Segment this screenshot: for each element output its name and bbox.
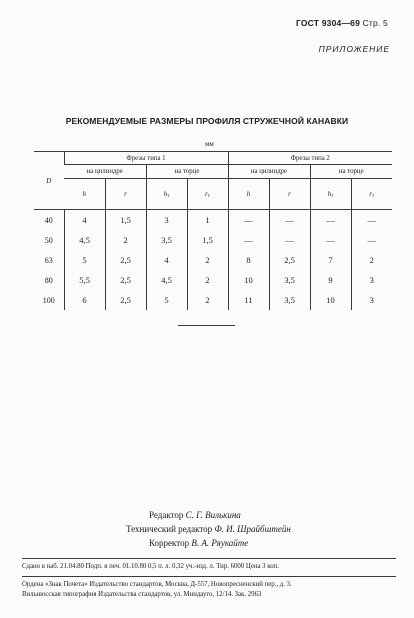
credit-proofreader [0, 536, 414, 550]
diameter-header: D [34, 152, 64, 210]
param-subscript: т [207, 193, 210, 199]
credit-role: Редактор [149, 510, 184, 520]
table-cell: 2 [187, 270, 228, 290]
section-divider [178, 325, 235, 326]
table-cell: — [269, 230, 310, 250]
table-cell: 7 [310, 250, 351, 270]
table-cell: 4 [64, 210, 105, 231]
credit-editor [0, 508, 414, 522]
table-cell: — [269, 210, 310, 231]
table-cell: 4,5 [64, 230, 105, 250]
credits-block [0, 508, 414, 550]
param-symbol: r [369, 189, 373, 198]
table-cell: 8 [228, 250, 269, 270]
table-cell: 10 [228, 270, 269, 290]
credit-person: С. Г. Вилькина [185, 510, 241, 520]
table-cell: 5 [146, 290, 187, 310]
table-row [34, 210, 392, 231]
page-number: Стр. 5 [362, 18, 388, 28]
standard-number: ГОСТ 9304—69 [295, 18, 361, 28]
param-header [351, 179, 392, 210]
table-cell: 1,5 [187, 230, 228, 250]
param-header [64, 179, 105, 210]
diameter-cell: 40 [44, 215, 53, 225]
table-cell: 5,5 [64, 270, 105, 290]
credit-person: В. А. Ряукайте [191, 538, 249, 548]
param-symbol: r [288, 190, 291, 198]
appendix-title: ПРИЛОЖЕНИЕ [318, 44, 390, 54]
table-row [34, 270, 392, 290]
table-cell: 4 [146, 250, 187, 270]
param-symbol: h [246, 190, 251, 198]
table-title: РЕКОМЕНДУЕМЫЕ РАЗМЕРЫ ПРОФИЛЯ СТРУЖЕЧНОЙ КАНАВКИ [65, 116, 349, 126]
table-cell: 2 [105, 230, 146, 250]
table-cell: 10 [310, 290, 351, 310]
param-header [105, 179, 146, 210]
credit-tech-editor [0, 522, 414, 536]
table-row [34, 230, 392, 250]
param-symbol: r [124, 190, 127, 198]
subgroup-face-type1: на торце [146, 165, 228, 179]
subgroup-cylinder-type2: на цилиндре [228, 165, 310, 179]
param-subscript: т [372, 193, 375, 199]
subgroup-face-type2: на торце [310, 165, 392, 179]
imprint-print-details: Сдано в наб. 21.04.80 Подп. в печ. 01.10.80 0,5 п. л. 0,32 уч.-изд. л. Тир. 6000 Цена 3 коп. [22, 562, 396, 577]
table-cell: — [228, 230, 269, 250]
imprint-publisher: Ордена «Знак Почета» Издательство стандартов, Москва, Д-557, Новопресненский пер., д. 3. [22, 581, 292, 588]
table-cell: 4,5 [146, 270, 187, 290]
table-row [34, 290, 392, 310]
table-cell: 3 [146, 210, 187, 231]
page-header [296, 18, 388, 28]
table-cell: 2,5 [105, 270, 146, 290]
table-cell: 3 [351, 270, 392, 290]
table-cell: 2,5 [269, 250, 310, 270]
group-header-type1: Фрезы типа 1 [64, 152, 228, 165]
diameter-cell: 50 [44, 235, 53, 245]
table-cell: 1,5 [105, 210, 146, 231]
table-cell: 2,5 [105, 250, 146, 270]
table-cell: — [310, 230, 351, 250]
imprint-printer: Вильнюсская типография Издательства стандартов, ул. Миндауго, 12/14. Зак. 2963 [22, 591, 262, 598]
diameter-cell: 63 [44, 255, 53, 265]
table-cell: 11 [228, 290, 269, 310]
table-cell: 1 [187, 210, 228, 231]
credit-person: Ф. И. Шрайбштейн [214, 524, 291, 534]
table-cell: 3,5 [146, 230, 187, 250]
table-cell: 3,5 [269, 290, 310, 310]
table-cell: 2,5 [105, 290, 146, 310]
credit-role: Технический редактор [126, 524, 213, 534]
table-cell: — [228, 210, 269, 231]
table-cell: — [351, 210, 392, 231]
credit-role: Корректор [149, 538, 190, 548]
param-header [310, 179, 351, 210]
param-header [269, 179, 310, 210]
param-symbol: h [163, 189, 168, 198]
imprint [22, 558, 396, 600]
param-header [228, 179, 269, 210]
param-symbol: h [82, 190, 86, 198]
group-header-type2: Фрезы типа 2 [228, 152, 392, 165]
profile-dimensions-table [34, 151, 392, 310]
table-cell: 2 [187, 250, 228, 270]
param-header [187, 179, 228, 210]
subgroup-cylinder-type1: на цилиндре [64, 165, 146, 179]
param-symbol: r [205, 189, 208, 198]
diameter-cell: 80 [44, 275, 53, 285]
table-cell: 3 [351, 290, 392, 310]
param-subscript: т [331, 193, 334, 199]
param-symbol: h [327, 189, 332, 198]
diameter-cell: 100 [42, 295, 55, 305]
table-cell: 5 [64, 250, 105, 270]
table-cell: 2 [351, 250, 392, 270]
table-cell: 9 [310, 270, 351, 290]
param-header [146, 179, 187, 210]
table-cell: — [310, 210, 351, 231]
table-cell: 6 [64, 290, 105, 310]
table-cell: — [351, 230, 392, 250]
table-row [34, 250, 392, 270]
table-cell: 2 [187, 290, 228, 310]
table-cell: 3,5 [269, 270, 310, 290]
units-label: мм [205, 140, 214, 148]
param-subscript: т [167, 193, 170, 199]
